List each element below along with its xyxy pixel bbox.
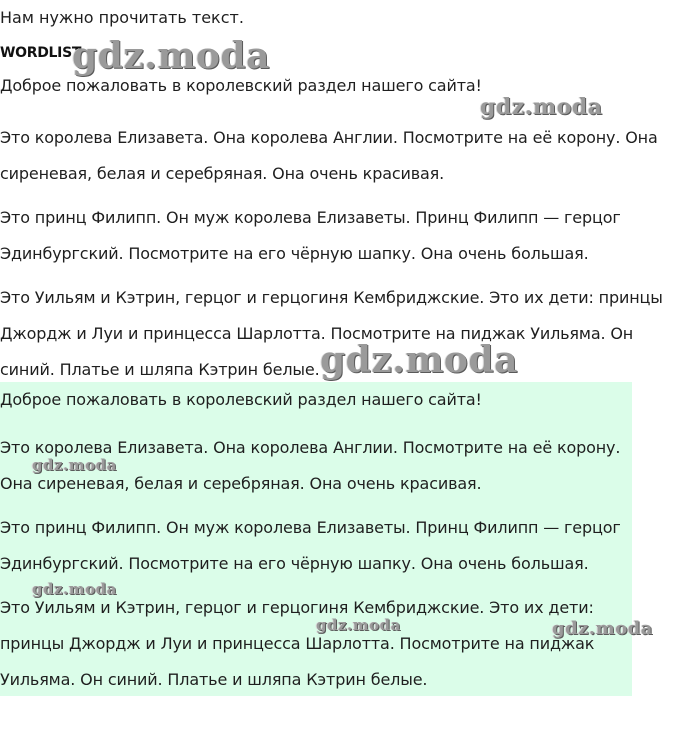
paragraph-line: синий. Платье и шляпа Кэтрин белые. bbox=[0, 360, 320, 379]
paragraph-line: Эдинбургский. Посмотрите на его чёрную шапку. Она очень большая. bbox=[0, 554, 589, 573]
paragraph-line: Эдинбургский. Посмотрите на его чёрную шапку. Она очень большая. bbox=[0, 244, 589, 263]
welcome-line: Доброе пожаловать в королевский раздел нашего сайта! bbox=[0, 76, 482, 95]
paragraph-line: Это принц Филипп. Он муж королева Елизаветы. Принц Филипп — герцог bbox=[0, 518, 621, 537]
watermark-logo: gdz.moda bbox=[320, 339, 518, 381]
paragraph-william-kate bbox=[0, 280, 663, 388]
watermark-logo: gdz.moda bbox=[552, 618, 653, 639]
watermark-logo: gdz.moda bbox=[480, 94, 603, 120]
paragraph-william-kate bbox=[0, 590, 594, 698]
paragraph-line: Это королева Елизавета. Она королева Англии. Посмотрите на её корону. Она bbox=[0, 128, 658, 147]
paragraph-queen bbox=[0, 430, 620, 502]
watermark-logo: gdz.moda bbox=[72, 35, 270, 77]
paragraph-line: Это принц Филипп. Он муж королева Елизаветы. Принц Филипп — герцог bbox=[0, 208, 621, 227]
translation-panel bbox=[0, 382, 632, 696]
paragraph-line: Это королева Елизавета. Она королева Англии. Посмотрите на её корону. bbox=[0, 438, 621, 457]
welcome-line: Доброе пожаловать в королевский раздел нашего сайта! bbox=[0, 390, 482, 409]
paragraph-line: Джордж и Луи и принцесса Шарлотта. Посмотрите на пиджак Уильяма. Он bbox=[0, 324, 634, 343]
paragraph-queen bbox=[0, 120, 658, 192]
watermark-logo: gdz.moda bbox=[316, 616, 401, 634]
paragraph-prince bbox=[0, 510, 621, 582]
instruction-text: Нам нужно прочитать текст. bbox=[0, 8, 244, 27]
watermark-logo: gdz.moda bbox=[32, 456, 117, 474]
paragraph-line: Это Уильям и Кэтрин, герцог и герцогиня Кембриджские. Это их дети: bbox=[0, 598, 594, 617]
watermark-logo: gdz.moda bbox=[32, 580, 117, 598]
paragraph-line: Уильяма. Он синий. Платье и шляпа Кэтрин белые. bbox=[0, 670, 428, 689]
paragraph-line: Она сиреневая, белая и серебряная. Она очень красивая. bbox=[0, 474, 482, 493]
paragraph-prince bbox=[0, 200, 621, 272]
paragraph-line: сиреневая, белая и серебряная. Она очень красивая. bbox=[0, 164, 445, 183]
paragraph-line: Это Уильям и Кэтрин, герцог и герцогиня Кембриджские. Это их дети: принцы bbox=[0, 288, 663, 307]
wordlist-label: WORDLIST bbox=[0, 45, 82, 61]
paragraph-line: принцы Джордж и Луи и принцесса Шарлотта. Посмотрите на пиджак bbox=[0, 634, 595, 653]
